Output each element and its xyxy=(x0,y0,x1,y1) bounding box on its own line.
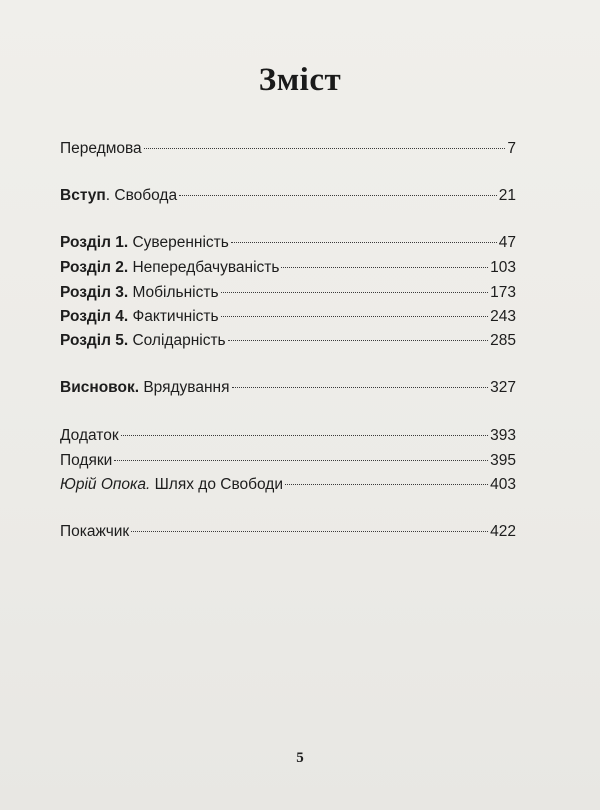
toc-entry-label: Покажчик xyxy=(60,523,130,540)
leader-dots xyxy=(131,530,488,532)
toc-entry-prefix: Висновок. xyxy=(60,379,140,396)
toc-entry-chapter-3 xyxy=(60,282,516,304)
leader-dots xyxy=(231,241,497,243)
leader-dots xyxy=(179,194,497,196)
toc-entry-page: 327 xyxy=(490,379,516,396)
toc-entry-chapter-5 xyxy=(60,330,516,352)
toc-entry-page: 393 xyxy=(490,427,516,444)
page-number: 5 xyxy=(296,750,304,766)
toc-entry-foreword xyxy=(60,138,516,160)
leader-dots xyxy=(144,147,506,149)
leader-dots xyxy=(121,434,489,436)
toc-entry-label: Солідарність xyxy=(128,332,226,349)
toc-entry-chapter-1 xyxy=(60,232,516,254)
leader-dots xyxy=(232,386,489,388)
leader-dots xyxy=(114,459,488,461)
leader-dots xyxy=(285,483,488,485)
toc-entry-label: . Свобода xyxy=(105,187,178,204)
toc-entry-prefix: Розділ 3. xyxy=(60,284,129,301)
toc-entry-label: Передмова xyxy=(60,140,142,157)
toc-entry-conclusion xyxy=(60,377,516,399)
toc-entry-page: 7 xyxy=(507,140,516,157)
leader-dots xyxy=(281,266,488,268)
toc-entry-label: Фактичність xyxy=(128,308,219,325)
toc-entry-label: Суверенність xyxy=(128,234,229,251)
toc-entry-page: 422 xyxy=(490,523,516,540)
toc-entry-afterword xyxy=(60,474,516,496)
toc-entry-prefix: Вступ xyxy=(60,187,106,204)
toc-entry-acknowledgements xyxy=(60,450,516,472)
toc-entry-prefix: Юрій Опока. xyxy=(60,476,151,493)
toc-entry-prefix: Розділ 2. xyxy=(60,259,129,276)
toc-entry-chapter-2 xyxy=(60,257,516,279)
toc-entry-chapter-4 xyxy=(60,306,516,328)
toc-entry-label: Додаток xyxy=(60,427,119,444)
toc-entry-label: Подяки xyxy=(60,452,113,469)
table-of-contents xyxy=(60,0,516,810)
toc-entry-page: 403 xyxy=(490,476,516,493)
toc-entry-label: Шлях до Свободи xyxy=(150,476,284,493)
toc-entry-label: Мобільність xyxy=(128,284,219,301)
toc-entry-prefix: Розділ 4. xyxy=(60,308,129,325)
toc-entry-page: 47 xyxy=(498,234,516,251)
leader-dots xyxy=(228,339,488,341)
toc-entry-page: 395 xyxy=(490,452,516,469)
toc-entry-appendix xyxy=(60,425,516,447)
leader-dots xyxy=(221,315,489,317)
toc-entry-page: 21 xyxy=(498,187,516,204)
toc-entry-page: 243 xyxy=(490,308,516,325)
toc-entry-index xyxy=(60,521,516,543)
page-title: Зміст xyxy=(258,62,342,98)
toc-entry-page: 285 xyxy=(490,332,516,349)
leader-dots xyxy=(221,291,489,293)
toc-entry-page: 103 xyxy=(490,259,516,276)
toc-entry-prefix: Розділ 5. xyxy=(60,332,129,349)
toc-entry-introduction xyxy=(60,185,516,207)
toc-entry-page: 173 xyxy=(490,284,516,301)
toc-entry-label: Врядування xyxy=(139,379,230,396)
toc-entry-prefix: Розділ 1. xyxy=(60,234,129,251)
toc-entry-label: Непередбачуваність xyxy=(128,259,280,276)
